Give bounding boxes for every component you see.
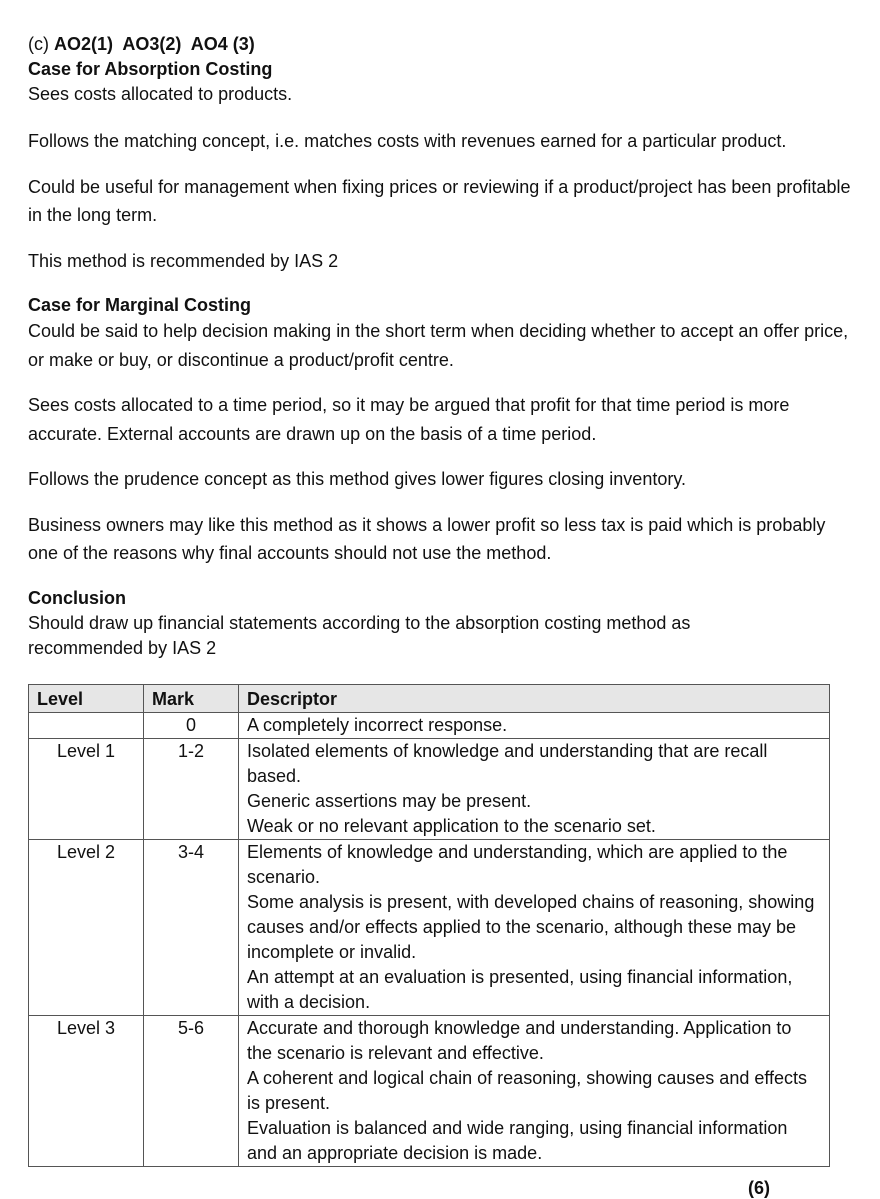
descriptor-line: A completely incorrect response. <box>247 715 508 735</box>
question-part: (c) <box>28 34 49 54</box>
descriptor-line: Isolated elements of knowledge and understanding that are recall based. <box>247 741 768 786</box>
mark-cell: 1-2 <box>144 739 239 840</box>
header-level: Level <box>29 685 144 713</box>
table-row <box>29 713 830 739</box>
assessment-objectives: AO2(1) AO3(2) AO4 (3) <box>54 34 255 54</box>
marginal-point: Could be said to help decision making in the short term when deciding whether to accept an offer price, or make or buy, or discontinue a product/profit centre. <box>28 321 849 370</box>
absorption-point: Sees costs allocated to products. <box>28 84 293 104</box>
total-marks: (6) <box>748 1178 770 1198</box>
level-cell: Level 2 <box>29 840 144 1016</box>
descriptor-line: Generic assertions may be present. <box>247 791 532 811</box>
absorption-point: Could be useful for management when fixing prices or reviewing if a product/project has been profitable in the long term. <box>28 176 851 225</box>
level-cell: Level 1 <box>29 739 144 840</box>
conclusion-text: Should draw up financial statements according to the absorption costing method as recommended by IAS 2 <box>28 612 691 658</box>
descriptor-line: An attempt at an evaluation is presented, using financial information, with a decision. <box>247 967 793 1012</box>
level-cell <box>29 713 144 739</box>
descriptor-line: Some analysis is present, with developed chains of reasoning, showing causes and/or effects applied to the scenario, although these may be incomplete or invalid. <box>247 892 815 962</box>
header-mark: Mark <box>144 685 239 713</box>
mark-cell: 0 <box>144 713 239 739</box>
marginal-point: Follows the prudence concept as this method gives lower figures closing inventory. <box>28 469 687 489</box>
level-cell: Level 3 <box>29 1016 144 1167</box>
table-header-row <box>29 685 830 713</box>
mark-scheme-page <box>28 32 858 661</box>
question-header <box>28 32 858 57</box>
descriptor-line: Weak or no relevant application to the scenario set. <box>247 816 656 836</box>
mark-cell: 3-4 <box>144 840 239 1016</box>
header-descriptor: Descriptor <box>239 685 830 713</box>
marginal-point: Business owners may like this method as it shows a lower profit so less tax is paid which is probably one of the reasons why final accounts should not use the method. <box>28 514 826 563</box>
mark-cell: 5-6 <box>144 1016 239 1167</box>
descriptor-line: Accurate and thorough knowledge and understanding. Application to the scenario is relevant and effective. <box>247 1018 792 1063</box>
descriptor-cell <box>239 1016 830 1167</box>
descriptor-cell <box>239 713 830 739</box>
conclusion-heading: Conclusion <box>28 587 126 608</box>
marginal-point: Sees costs allocated to a time period, so it may be argued that profit for that time period is more accurate. External accounts are drawn up on the basis of a time period. <box>28 395 790 444</box>
descriptor-cell <box>239 840 830 1016</box>
table-row <box>29 1016 830 1167</box>
levels-mark-table <box>28 684 830 1167</box>
descriptor-cell <box>239 739 830 840</box>
absorption-point: Follows the matching concept, i.e. matches costs with revenues earned for a particular product. <box>28 131 787 151</box>
absorption-point: This method is recommended by IAS 2 <box>28 250 339 271</box>
table-row <box>29 840 830 1016</box>
table-row <box>29 739 830 840</box>
descriptor-line: Evaluation is balanced and wide ranging, using financial information and an appropriate decision is made. <box>247 1118 788 1163</box>
marginal-heading: Case for Marginal Costing <box>28 295 252 315</box>
descriptor-line: Elements of knowledge and understanding, which are applied to the scenario. <box>247 842 788 887</box>
descriptor-line: A coherent and logical chain of reasoning, showing causes and effects is present. <box>247 1068 808 1113</box>
absorption-heading: Case for Absorption Costing <box>28 59 273 79</box>
